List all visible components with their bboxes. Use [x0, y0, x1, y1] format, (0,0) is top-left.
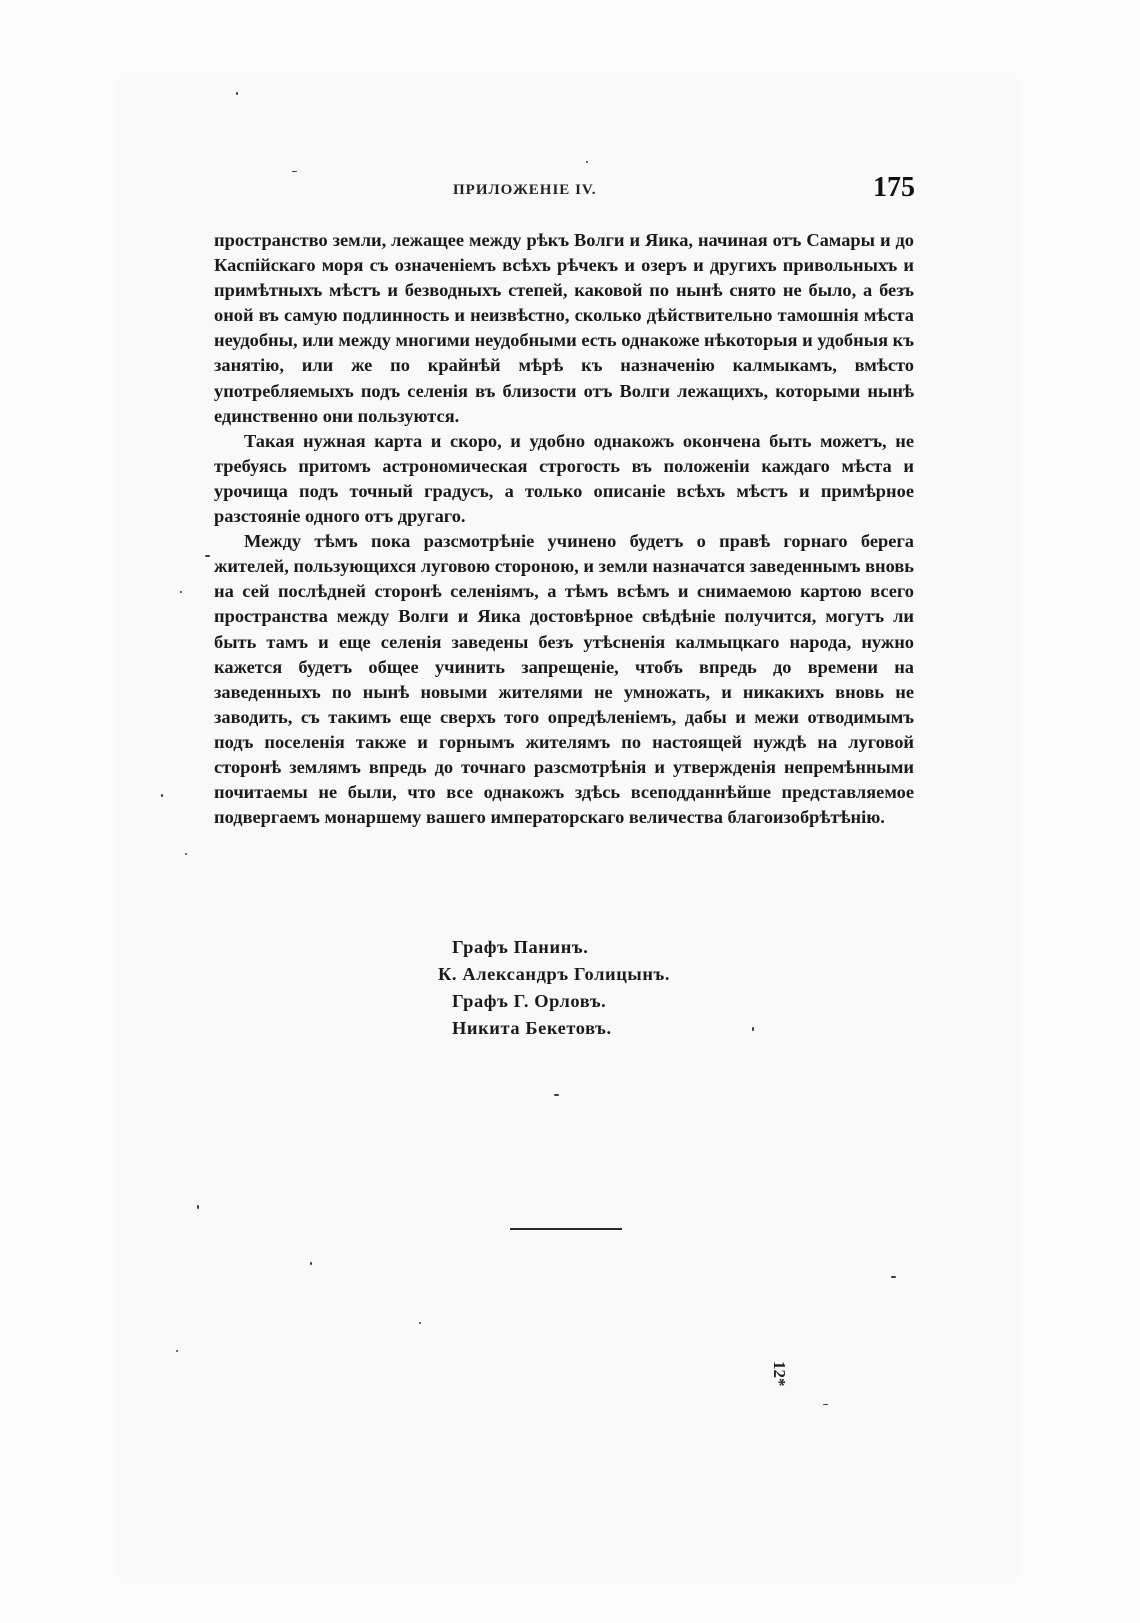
scan-speck	[197, 1205, 199, 1209]
paragraph-2: Такая нужная карта и скоро, и удобно однакожъ окончена быть можетъ, не требуясь притомъ астрономическая строгость въ положеніи каждаго мѣста и урочища подъ точный градусъ, а только описаніе всѣхъ мѣстъ и примѣрное разстояніе одного отъ другаго.	[214, 430, 914, 527]
scan-speck	[586, 161, 588, 163]
scan-speck	[176, 1350, 178, 1352]
signature-panin: Графъ Панинъ.	[452, 937, 589, 957]
running-head	[215, 172, 915, 214]
scan-speck	[310, 1262, 312, 1265]
signature-block	[438, 934, 852, 1042]
paragraph-3: Между тѣмъ пока разсмотрѣніе учинено будетъ о правѣ горнаго берега жителей, пользующихся луговою стороною, и земли назначатся заведеннымъ вновь на сей послѣдней сторонѣ селеніямъ, а тѣмъ всѣмъ и снимаемою картою всего пространства между Волги и Яика достовѣрное свѣдѣніе получится, могутъ ли быть тамъ и еще селенія заведены безъ утѣсненія калмыцкаго народа, нужно кажется будетъ общее учинить запрещеніе, чтобъ впредь до времени на заведенныхъ по нынѣ новыми жителями не умножать, и никакихъ вновь не заводить, съ такимъ еще сверхъ того опредѣленіемъ, дабы и межи отводимымъ подъ поселенія также и горнымъ жителямъ по настоящей нуждѣ на луговой сторонѣ землямъ впредь до точнаго разсмотрѣнія и утвержденія непремѣнными почитаемы не были, что все однакожъ здѣсь всеподданнѣйше представляемое подвергаемъ монаршему вашего императорскаго величества благоизобрѣтѣнію.	[214, 531, 914, 828]
scan-speck	[161, 794, 163, 797]
scan-speck	[185, 853, 187, 855]
scan-speck	[292, 171, 297, 172]
sheet-signature-text: 12*	[770, 1361, 789, 1387]
scan-speck	[752, 1027, 754, 1031]
scan-speck	[205, 555, 210, 557]
paragraph-1: пространство земли, лежащее между рѣкъ Волги и Яика, начиная отъ Самары и до Каспійскаго моря съ означеніемъ всѣхъ рѣчекъ и озеръ и другихъ привольныхъ и примѣтныхъ мѣстъ и безводныхъ степей, каковой по нынѣ снято не было, а безъ оной въ самую подлинность и неизвѣстно, сколько дѣйствительно тамошнія мѣста неудобны, или между многими неудобными есть однакоже нѣкоторыя и удобныя къ занятію, или же по крайнѣй мѣрѣ къ назначенію калмыкамъ, вмѣсто употребляемыхъ подъ селенія въ близости отъ Волги лежащихъ, которыми нынѣ единственно они пользуются.	[214, 230, 914, 426]
signature-beketov: Никита Бекетовъ.	[452, 1018, 612, 1038]
scan-speck	[891, 1276, 896, 1278]
scan-speck	[180, 591, 182, 593]
end-rule	[510, 1228, 622, 1230]
running-head-title: ПРИЛОЖЕНІЕ IV.	[453, 182, 597, 198]
scan-speck	[419, 1322, 421, 1324]
scan-speck	[554, 1094, 559, 1096]
signature-orlov: Графъ Г. Орловъ.	[452, 991, 607, 1011]
body-text	[214, 228, 914, 830]
sheet-signature-mark	[767, 1363, 791, 1403]
page-number: 175	[873, 172, 915, 203]
scan-speck	[823, 1404, 828, 1405]
scan-speck	[236, 92, 238, 95]
signature-golitsyn: К. Александръ Голицынъ.	[438, 964, 671, 984]
